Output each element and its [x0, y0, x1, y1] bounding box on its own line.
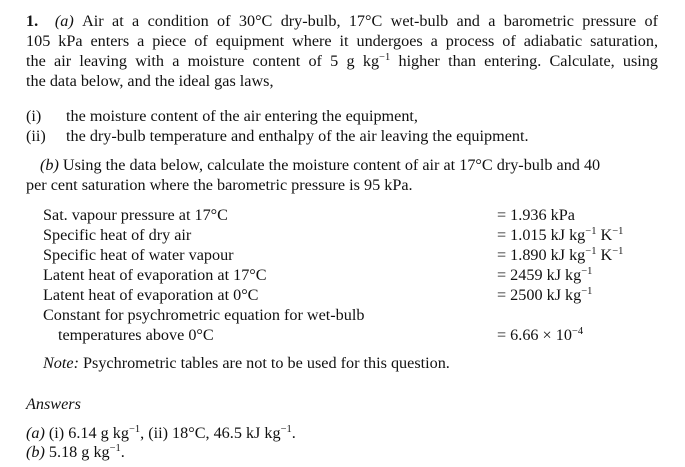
note-label: Note: [43, 354, 79, 372]
data-label-5: Latent heat of evaporation at 0°C [43, 286, 259, 304]
part-a-line-2: 105 kPa enters a piece of equipment where it undergoes a process of adiabatic saturation, [26, 32, 658, 50]
part-a-line-3: the air leaving with a moisture content of 5 g $kg^{-1}$ higher than entering. Calculate, using [26, 52, 658, 70]
part-a-marker: (a) [54, 12, 74, 30]
answer-a: (a) (i) 6.14 g $kg^{-1}$, (ii) 18°C, 46.5 kJ $kg^{-1}$. [26, 424, 296, 442]
data-value-1: = 1.936 kPa [497, 206, 575, 224]
note: Note: Psychrometric tables are not to be used for this question. [43, 354, 450, 372]
data-value-4: = 2459 kJ $kg^{-1}$ [497, 266, 593, 284]
sub-item-i: (i) the moisture content of the air entering the equipment, [26, 107, 418, 125]
data-label-3: Specific heat of water vapour [43, 246, 234, 264]
part-a-paragraph [26, 11, 658, 91]
part-b-line-2: per cent saturation where the barometric pressure is 95 kPa. [26, 176, 413, 194]
sub-item-ii: (ii) the dry-bulb temperature and enthalpy of the air leaving the equipment. [26, 127, 529, 145]
data-label-1: Sat. vapour pressure at 17°C [43, 206, 228, 224]
data-label-2: Specific heat of dry air [43, 226, 192, 244]
part-a-line-4: the data below, and the ideal gas laws, [26, 72, 274, 90]
data-label-6: Constant for psychrometric equation for wet-bulb [43, 306, 365, 324]
part-b-paragraph [26, 155, 658, 195]
data-value-6: = $6.66 \times 10^{-4}$ [497, 326, 584, 344]
answers-heading: Answers [26, 395, 81, 413]
data-label-4: Latent heat of evaporation at 17°C [43, 266, 267, 284]
data-value-3: = 1.890 kJ $kg^{-1}$ $K^{-1}$ [497, 246, 624, 264]
data-value-5: = 2500 kJ $kg^{-1}$ [497, 286, 593, 304]
part-b-line-1: (b) Using the data below, calculate the moisture content of air at 17°C dry-bulb and 40 [40, 156, 601, 174]
data-label-6-cont: temperatures above 0°C [58, 326, 214, 344]
answer-b: (b) 5.18 g $kg^{-1}$. [26, 443, 125, 461]
part-b-marker: (b) [40, 156, 59, 174]
question-number: 1. [26, 12, 39, 30]
data-value-2: = 1.015 kJ $kg^{-1}$ $K^{-1}$ [497, 226, 624, 244]
part-a-line-1: 1. (a) Air at a condition of 30°C dry-bulb, 17°C wet-bulb and a barometric pressure of [26, 12, 659, 30]
